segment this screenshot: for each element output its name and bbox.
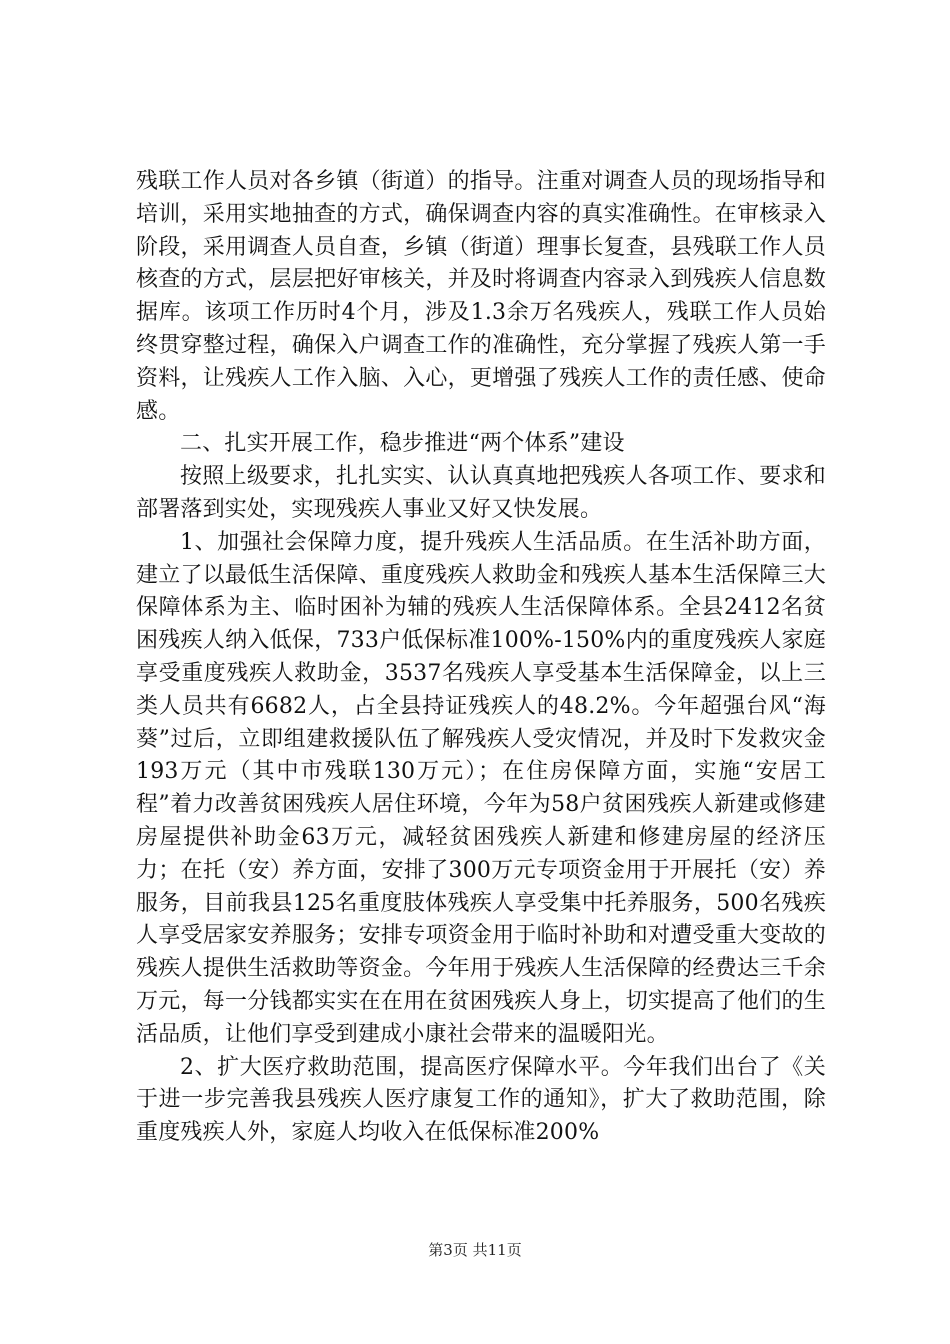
paragraph-intro: 按照上级要求，扎扎实实、认认真真地把残疾人各项工作、要求和部署落到实处，实现残疾人事业又好又快发展。 (136, 464, 826, 522)
paragraph-item-1: 1、加强社会保障力度，提升残疾人生活品质。在生活补助方面，建立了以最低生活保障、重度残疾人救助金和残疾人基本生活保障三大保障体系为主、临时困补为辅的残疾人生活保障体系。全县2412名贫困残疾人纳入低保，733户低保标准100%-150%内的重度残疾人家庭享受重度残疾人救助金，3537名残疾人享受基本生活保障金，以上三类人员共有6682人，占全县持证残疾人的48.2%。今年超强台风“海葵”过后，立即组建救援队伍了解残疾人受灾情况，并及时下发救灾金193万元（其中市残联130万元）；在住房保障方面，实施“安居工程”着力改善贫困残疾人居住环境，今年为58户贫困残疾人新建或修建房屋提供补助金63万元，减轻贫困残疾人新建和修建房屋的经济压力；在托（安）养方面，安排了300万元专项资金用于开展托（安）养服务，目前我县125名重度肢体残疾人享受集中托养服务，500名残疾人享受居家安养服务；安排专项资金用于临时补助和对遭受重大变故的残疾人提供生活救助等资金。今年用于残疾人生活保障的经费达三千余万元，每一分钱都实实在在用在贫困残疾人身上，切实提高了他们的生活品质，让他们享受到建成小康社会带来的温暖阳光。 (136, 529, 826, 1047)
paragraph-item-2: 2、扩大医疗救助范围，提高医疗保障水平。今年我们出台了《关于进一步完善我县残疾人医疗康复工作的通知》，扩大了救助范围，除重度残疾人外，家庭人均收入在低保标准200% (136, 1054, 826, 1146)
page-footer: 第3页 共11页 (428, 1241, 522, 1259)
document-body (136, 166, 826, 1150)
paragraph-continuation: 残联工作人员对各乡镇（街道）的指导。注重对调查人员的现场指导和培训，采用实地抽查的方式，确保调查内容的真实准确性。在审核录入阶段，采用调查人员自查，乡镇（街道）理事长复查，县残联工作人员核查的方式，层层把好审核关，并及时将调查内容录入到残疾人信息数据库。该项工作历时4个月，涉及1.3余万名残疾人，残联工作人员始终贯穿整过程，确保入户调查工作的准确性，充分掌握了残疾人第一手资料，让残疾人工作入脑、入心，更增强了残疾人工作的责任感、使命感。 (136, 169, 826, 424)
section-heading: 二、扎实开展工作，稳步推进“两个体系”建设 (180, 431, 625, 457)
